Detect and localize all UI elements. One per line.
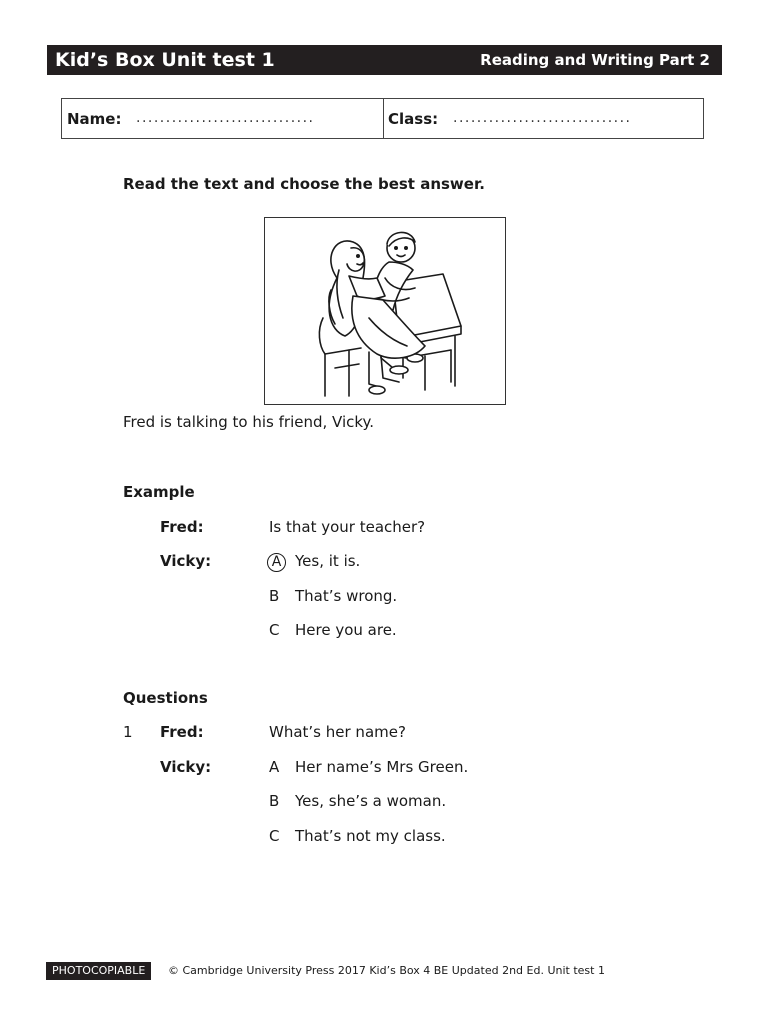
option-letter-circled: A (267, 553, 286, 572)
copyright-text: © Cambridge University Press 2017 Kid’s Box 4 BE Updated 2nd Ed. Unit test 1 (168, 964, 605, 977)
instruction-text: Read the text and choose the best answer. (123, 175, 485, 193)
question-option-b-text: Yes, she’s a woman. (295, 792, 447, 810)
question-number: 1 (123, 723, 133, 741)
example-speaker-vicky: Vicky: (160, 552, 212, 570)
example-option-a[interactable] (269, 552, 286, 572)
question-speaker-fred: Fred: (160, 723, 204, 741)
question-option-c-letter[interactable]: C (269, 827, 280, 845)
section-title: Reading and Writing Part 2 (480, 51, 710, 69)
header-bar (47, 45, 722, 75)
questions-heading: Questions (123, 689, 208, 707)
class-label: Class: (388, 110, 439, 128)
name-class-box (61, 98, 704, 139)
question-option-b-letter[interactable]: B (269, 792, 280, 810)
question-option-a-text: Her name’s Mrs Green. (295, 758, 469, 776)
example-option-a-text: Yes, it is. (295, 552, 361, 570)
intro-text: Fred is talking to his friend, Vicky. (123, 413, 375, 431)
example-option-b-text: That’s wrong. (295, 587, 398, 605)
question-option-c-text: That’s not my class. (295, 827, 446, 845)
name-class-divider (383, 99, 384, 138)
question-speaker-vicky: Vicky: (160, 758, 212, 776)
example-option-b-letter[interactable]: B (269, 587, 280, 605)
children-at-desk-illustration (265, 218, 505, 404)
photocopiable-badge: PHOTOCOPIABLE (46, 962, 151, 980)
example-option-c-text: Here you are. (295, 621, 397, 639)
name-field[interactable]: .............................. (136, 110, 315, 126)
test-title: Kid’s Box Unit test 1 (55, 49, 275, 71)
class-field[interactable]: .............................. (453, 110, 632, 126)
question-option-a-letter[interactable]: A (269, 758, 280, 776)
example-heading: Example (123, 483, 195, 501)
example-speaker-fred: Fred: (160, 518, 204, 536)
name-label: Name: (67, 110, 122, 128)
example-option-c-letter[interactable]: C (269, 621, 280, 639)
question-text: What’s her name? (269, 723, 406, 741)
example-question: Is that your teacher? (269, 518, 426, 536)
illustration-frame (264, 217, 506, 405)
